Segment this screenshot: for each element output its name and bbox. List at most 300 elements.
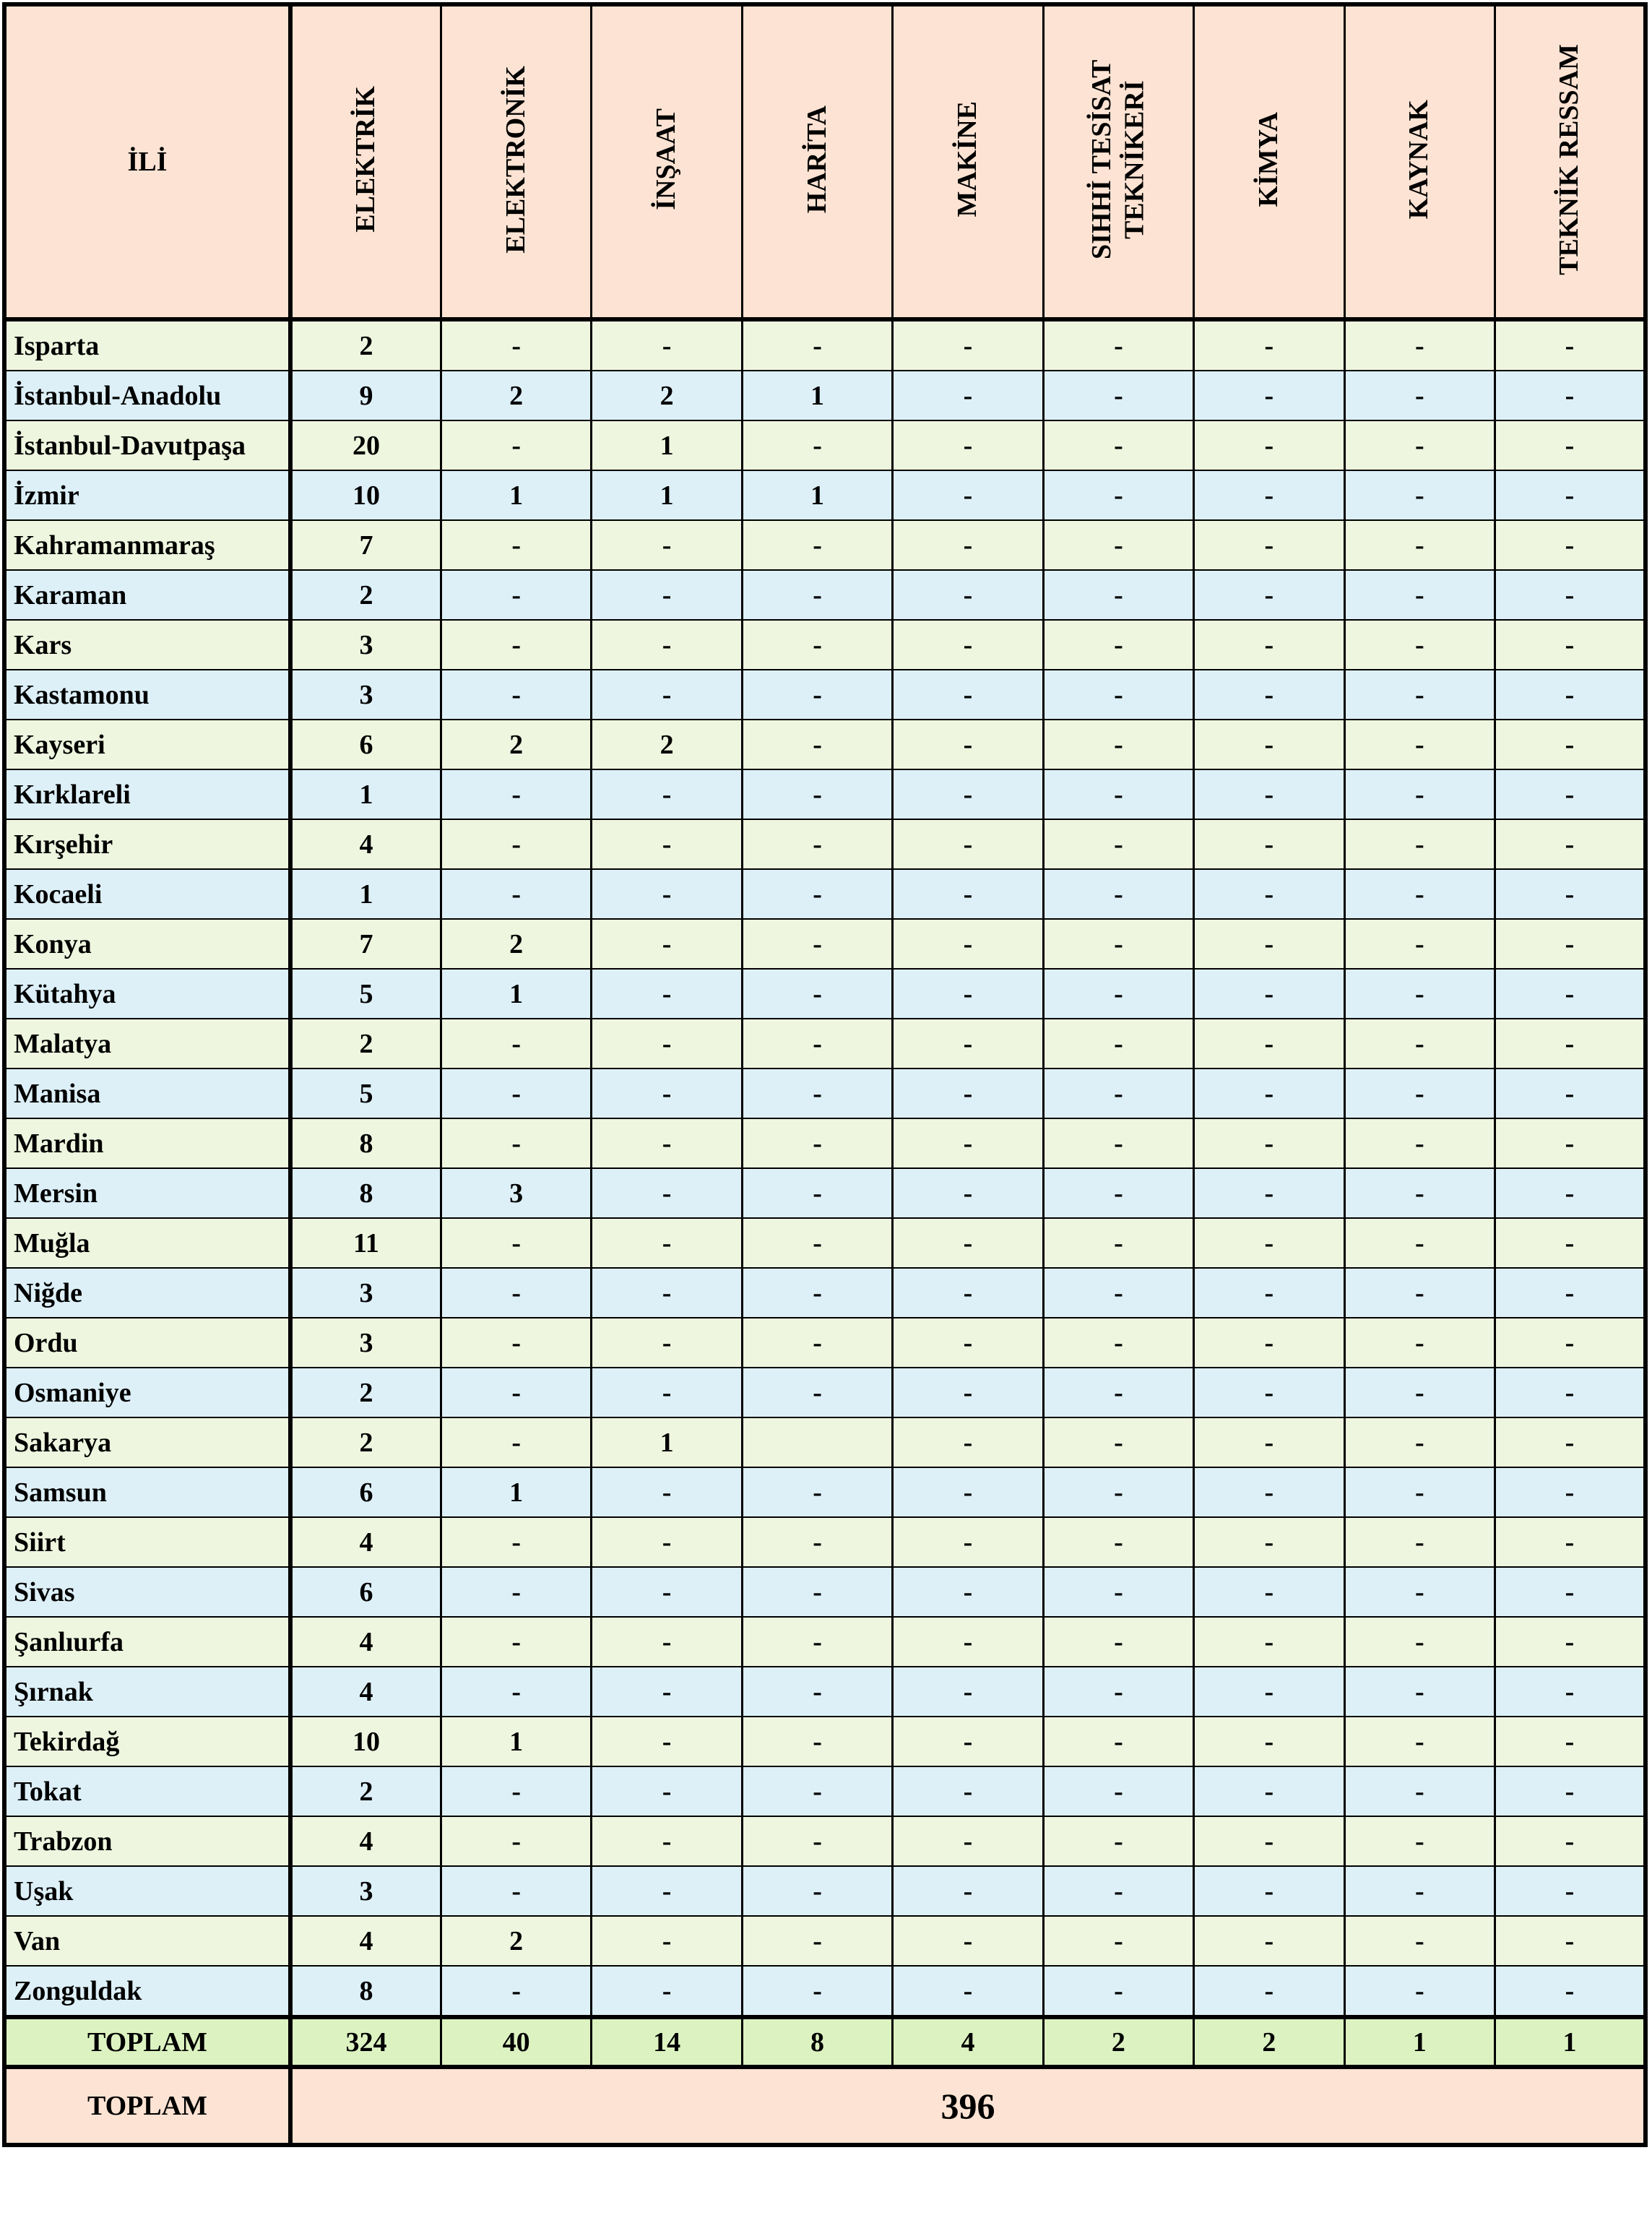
count-cell: - (1495, 470, 1646, 520)
count-cell: - (592, 620, 742, 670)
count-cell: 1 (441, 1467, 591, 1517)
count-cell: - (1495, 1417, 1646, 1467)
count-cell: - (1344, 1069, 1495, 1118)
province-cell: Osmaniye (4, 1368, 290, 1417)
subtotal-row (4, 2017, 1645, 2067)
table-row (4, 1168, 1645, 1218)
count-cell: - (441, 1318, 591, 1368)
count-cell: - (441, 1368, 591, 1417)
column-header-makine (893, 4, 1043, 319)
count-cell: 2 (290, 1766, 441, 1816)
count-cell: - (1194, 319, 1344, 371)
count-cell: - (1043, 371, 1193, 420)
count-cell: - (1194, 1617, 1344, 1667)
count-cell: - (893, 319, 1043, 371)
count-cell: 5 (290, 1069, 441, 1118)
count-cell: - (1344, 819, 1495, 869)
province-column-header-label: İLİ (127, 147, 168, 177)
count-cell: - (1194, 620, 1344, 670)
count-cell: - (1194, 1916, 1344, 1966)
column-header-sihhi-tesisat-teknikeri (1043, 4, 1193, 319)
count-cell: 2 (441, 1916, 591, 1966)
count-cell: - (1495, 1517, 1646, 1567)
province-cell: Niğde (4, 1268, 290, 1318)
count-cell: - (893, 720, 1043, 769)
table-row (4, 1766, 1645, 1816)
column-header-insaat (592, 4, 742, 319)
count-cell (742, 1417, 892, 1467)
province-cell: İstanbul-Davutpaşa (4, 420, 290, 470)
count-cell: - (893, 1816, 1043, 1866)
count-cell: - (1495, 1069, 1646, 1118)
count-cell: - (592, 919, 742, 969)
count-cell: - (1194, 819, 1344, 869)
subtotal-value: 8 (742, 2017, 892, 2067)
subtotal-value: 2 (1194, 2017, 1344, 2067)
count-cell: - (592, 1467, 742, 1517)
count-cell: - (893, 1118, 1043, 1168)
column-header-label: ELEKTRONİK (500, 65, 531, 254)
table-row (4, 1866, 1645, 1916)
count-cell: - (742, 1866, 892, 1916)
column-header-label: KİMYA (1253, 111, 1284, 207)
header-row (4, 4, 1645, 319)
table-row (4, 869, 1645, 919)
province-cell: Siirt (4, 1517, 290, 1567)
count-cell: - (893, 1617, 1043, 1667)
count-cell: - (592, 570, 742, 620)
count-cell: - (1194, 1517, 1344, 1567)
count-cell: - (1194, 420, 1344, 470)
count-cell: - (1344, 769, 1495, 819)
province-cell: Malatya (4, 1019, 290, 1069)
count-cell: - (1194, 1866, 1344, 1916)
count-cell: - (441, 319, 591, 371)
count-cell: 2 (592, 720, 742, 769)
table-row (4, 1069, 1645, 1118)
count-cell: 1 (742, 470, 892, 520)
count-cell: 2 (290, 1019, 441, 1069)
count-cell: - (1043, 869, 1193, 919)
count-cell: - (893, 1368, 1043, 1417)
count-cell: 9 (290, 371, 441, 420)
count-cell: - (1344, 1368, 1495, 1417)
column-header-harita (742, 4, 892, 319)
count-cell: - (893, 1218, 1043, 1268)
count-cell: - (742, 1168, 892, 1218)
count-cell: - (1194, 869, 1344, 919)
count-cell: - (1495, 319, 1646, 371)
count-cell: - (1344, 1766, 1495, 1816)
count-cell: - (1495, 670, 1646, 720)
province-cell: Samsun (4, 1467, 290, 1517)
count-cell: 4 (290, 819, 441, 869)
province-cell: Kütahya (4, 969, 290, 1019)
totals-section (4, 2017, 1645, 2145)
count-cell: - (592, 1966, 742, 2017)
count-cell: - (742, 1118, 892, 1168)
count-cell: 3 (290, 1318, 441, 1368)
count-cell: - (1194, 570, 1344, 620)
count-cell: - (893, 769, 1043, 819)
count-cell: - (1344, 720, 1495, 769)
count-cell: - (1043, 1318, 1193, 1368)
count-cell: 8 (290, 1966, 441, 2017)
count-cell: - (742, 1766, 892, 1816)
province-cell: Karaman (4, 570, 290, 620)
count-cell: - (1043, 1766, 1193, 1816)
count-cell: - (1344, 1218, 1495, 1268)
count-cell: - (1194, 1069, 1344, 1118)
count-cell: - (1043, 969, 1193, 1019)
count-cell: - (1344, 1168, 1495, 1218)
count-cell: - (1043, 1268, 1193, 1318)
count-cell: - (742, 1667, 892, 1717)
table-row (4, 1667, 1645, 1717)
count-cell: - (592, 869, 742, 919)
column-header-teknik-ressam (1495, 4, 1646, 319)
count-cell: - (441, 1118, 591, 1168)
count-cell: 2 (441, 371, 591, 420)
province-cell: Zonguldak (4, 1966, 290, 2017)
count-cell: 4 (290, 1816, 441, 1866)
count-cell: - (1495, 919, 1646, 969)
count-cell: - (1043, 1218, 1193, 1268)
count-cell: 2 (290, 319, 441, 371)
count-cell: - (1344, 1417, 1495, 1467)
province-cell: Tokat (4, 1766, 290, 1816)
count-cell: - (893, 819, 1043, 869)
table-row (4, 1318, 1645, 1368)
count-cell: - (1495, 1866, 1646, 1916)
column-header-label: SIHHİ TESİSAT TEKNİKERİ (1086, 59, 1150, 259)
province-cell: Van (4, 1916, 290, 1966)
count-cell: - (1043, 470, 1193, 520)
count-cell: - (1495, 420, 1646, 470)
count-cell: - (1194, 1816, 1344, 1866)
count-cell: - (1495, 1717, 1646, 1766)
count-cell: 5 (290, 969, 441, 1019)
count-cell: 7 (290, 919, 441, 969)
subtotal-value: 2 (1043, 2017, 1193, 2067)
count-cell: - (1194, 1368, 1344, 1417)
province-cell: İzmir (4, 470, 290, 520)
count-cell: - (1194, 1218, 1344, 1268)
count-cell: - (592, 520, 742, 570)
column-header-kaynak (1344, 4, 1495, 319)
subtotal-value: 14 (592, 2017, 742, 2067)
count-cell: - (441, 1866, 591, 1916)
count-cell: - (893, 570, 1043, 620)
count-cell: - (1043, 1866, 1193, 1916)
province-cell: Kocaeli (4, 869, 290, 919)
count-cell: - (1495, 1318, 1646, 1368)
count-cell: - (1194, 670, 1344, 720)
count-cell: - (1344, 1916, 1495, 1966)
count-cell: - (893, 1268, 1043, 1318)
count-cell: 2 (441, 720, 591, 769)
count-cell: 3 (441, 1168, 591, 1218)
count-cell: - (893, 919, 1043, 969)
province-cell: Mardin (4, 1118, 290, 1168)
count-cell: - (1194, 1268, 1344, 1318)
count-cell: - (893, 1417, 1043, 1467)
table-row (4, 1218, 1645, 1268)
count-cell: - (592, 1118, 742, 1168)
count-cell: - (742, 1218, 892, 1268)
province-cell: Şanlıurfa (4, 1617, 290, 1667)
count-cell: - (1495, 1368, 1646, 1417)
count-cell: - (742, 869, 892, 919)
count-cell: - (1194, 1168, 1344, 1218)
count-cell: - (742, 819, 892, 869)
count-cell: - (893, 1019, 1043, 1069)
count-cell: 1 (290, 869, 441, 919)
count-cell: - (592, 670, 742, 720)
count-cell: - (592, 1218, 742, 1268)
count-cell: - (1344, 570, 1495, 620)
count-cell: - (1043, 819, 1193, 869)
count-cell: - (1495, 1567, 1646, 1617)
count-cell: - (893, 1517, 1043, 1567)
count-cell: - (441, 819, 591, 869)
count-cell: - (1043, 1467, 1193, 1517)
count-cell: 4 (290, 1667, 441, 1717)
count-cell: - (441, 1617, 591, 1667)
count-cell: - (893, 1318, 1043, 1368)
count-cell: - (1043, 1966, 1193, 2017)
province-cell: İstanbul-Anadolu (4, 371, 290, 420)
count-cell: 4 (290, 1517, 441, 1567)
count-cell: - (1344, 1019, 1495, 1069)
count-cell: - (742, 1966, 892, 2017)
count-cell: 1 (441, 470, 591, 520)
count-cell: - (1495, 1168, 1646, 1218)
count-cell: - (441, 570, 591, 620)
count-cell: - (1344, 420, 1495, 470)
column-header-kimya (1194, 4, 1344, 319)
count-cell: - (441, 1268, 591, 1318)
count-cell: - (1043, 1368, 1193, 1417)
table-row (4, 1268, 1645, 1318)
count-cell: - (1194, 1766, 1344, 1816)
table-row (4, 1417, 1645, 1467)
count-cell: 2 (441, 919, 591, 969)
count-cell: 8 (290, 1168, 441, 1218)
count-cell: - (742, 1717, 892, 1766)
count-cell: - (893, 620, 1043, 670)
count-cell: - (742, 420, 892, 470)
count-cell: 3 (290, 1268, 441, 1318)
count-cell: - (1194, 1717, 1344, 1766)
count-cell: - (1043, 670, 1193, 720)
count-cell: - (742, 720, 892, 769)
count-cell: 8 (290, 1118, 441, 1168)
count-cell: - (1495, 520, 1646, 570)
count-cell: - (1495, 1916, 1646, 1966)
count-cell: - (1043, 319, 1193, 371)
count-cell: 2 (290, 570, 441, 620)
table-row (4, 1118, 1645, 1168)
count-cell: 1 (592, 1417, 742, 1467)
count-cell: 1 (441, 969, 591, 1019)
count-cell: - (1495, 1118, 1646, 1168)
count-cell: - (742, 670, 892, 720)
count-cell: - (893, 1717, 1043, 1766)
count-cell: - (1344, 1966, 1495, 2017)
count-cell: - (441, 1766, 591, 1816)
count-cell: - (742, 1069, 892, 1118)
count-cell: - (1344, 1866, 1495, 1916)
table-row (4, 1467, 1645, 1517)
count-cell: - (1043, 1667, 1193, 1717)
count-cell: - (592, 819, 742, 869)
count-cell: - (441, 769, 591, 819)
count-cell: - (1194, 1567, 1344, 1617)
count-cell: - (592, 1318, 742, 1368)
count-cell: 3 (290, 670, 441, 720)
count-cell: - (1043, 620, 1193, 670)
count-cell: - (1344, 1118, 1495, 1168)
province-cell: Sakarya (4, 1417, 290, 1467)
count-cell: - (592, 1368, 742, 1417)
count-cell: - (1043, 1916, 1193, 1966)
count-cell: - (1194, 470, 1344, 520)
count-cell: - (1043, 1816, 1193, 1866)
count-cell: - (441, 520, 591, 570)
count-cell: - (592, 1667, 742, 1717)
count-cell: - (441, 1069, 591, 1118)
count-cell: - (441, 869, 591, 919)
table-row (4, 969, 1645, 1019)
count-cell: - (1043, 1417, 1193, 1467)
count-cell: - (1344, 919, 1495, 969)
table-row (4, 1567, 1645, 1617)
count-cell: - (1043, 1069, 1193, 1118)
table-row (4, 1966, 1645, 2017)
count-cell: - (441, 420, 591, 470)
subtotal-value: 4 (893, 2017, 1043, 2067)
count-cell: - (441, 1417, 591, 1467)
count-cell: - (1194, 1417, 1344, 1467)
count-cell: - (742, 1916, 892, 1966)
count-cell: - (1495, 1218, 1646, 1268)
count-cell: - (1043, 1717, 1193, 1766)
count-cell: - (893, 1766, 1043, 1816)
table-row (4, 1816, 1645, 1866)
count-cell: - (742, 1368, 892, 1417)
province-cell: Sivas (4, 1567, 290, 1617)
province-cell: Mersin (4, 1168, 290, 1218)
table-row (4, 670, 1645, 720)
count-cell: - (893, 1467, 1043, 1517)
column-header-label: İNŞAAT (651, 108, 682, 210)
count-cell: - (441, 1816, 591, 1866)
count-cell: - (1344, 620, 1495, 670)
table-row (4, 1916, 1645, 1966)
count-cell: - (592, 1717, 742, 1766)
count-cell: - (1043, 1168, 1193, 1218)
grand-total-label: TOPLAM (4, 2067, 290, 2145)
count-cell: - (1344, 319, 1495, 371)
count-cell: 1 (441, 1717, 591, 1766)
count-cell: - (1194, 371, 1344, 420)
table-row (4, 1717, 1645, 1766)
column-header-label: ELEKTRİK (350, 86, 381, 233)
count-cell: 3 (290, 620, 441, 670)
count-cell: - (742, 1268, 892, 1318)
count-cell: - (1495, 1019, 1646, 1069)
count-cell: 2 (290, 1417, 441, 1467)
table-row (4, 620, 1645, 670)
province-cell: Kırşehir (4, 819, 290, 869)
count-cell: - (893, 869, 1043, 919)
count-cell: - (893, 420, 1043, 470)
count-cell: 1 (592, 470, 742, 520)
subtotal-value: 1 (1344, 2017, 1495, 2067)
province-cell: Kırklareli (4, 769, 290, 819)
count-cell: - (742, 969, 892, 1019)
count-cell: - (441, 1019, 591, 1069)
count-cell: - (441, 620, 591, 670)
count-cell: - (1194, 1467, 1344, 1517)
count-cell: - (893, 520, 1043, 570)
count-cell: - (592, 1268, 742, 1318)
count-cell: - (893, 1966, 1043, 2017)
column-header-label: HARİTA (801, 105, 832, 214)
count-cell: - (592, 769, 742, 819)
count-cell: - (1043, 1517, 1193, 1567)
count-cell: - (1495, 1966, 1646, 2017)
subtotal-value: 1 (1495, 2017, 1646, 2067)
table-row (4, 1019, 1645, 1069)
count-cell: - (1043, 420, 1193, 470)
count-cell: - (1495, 570, 1646, 620)
count-cell: 1 (742, 371, 892, 420)
count-cell: - (1043, 769, 1193, 819)
count-cell: - (592, 1816, 742, 1866)
count-cell: - (893, 371, 1043, 420)
count-cell: - (592, 1617, 742, 1667)
count-cell: - (1194, 1318, 1344, 1368)
province-cell: Muğla (4, 1218, 290, 1268)
count-cell: 10 (290, 1717, 441, 1766)
count-cell: - (893, 1667, 1043, 1717)
count-cell: - (893, 470, 1043, 520)
table-row (4, 819, 1645, 869)
count-cell: - (441, 1567, 591, 1617)
count-cell: 7 (290, 520, 441, 570)
count-cell: - (893, 1916, 1043, 1966)
count-cell: - (1344, 1467, 1495, 1517)
count-cell: - (1495, 1816, 1646, 1866)
count-cell: - (441, 1966, 591, 2017)
count-cell: - (1344, 1667, 1495, 1717)
table-body (4, 319, 1645, 2017)
count-cell: - (1344, 1617, 1495, 1667)
count-cell: - (893, 1069, 1043, 1118)
count-cell: - (1344, 520, 1495, 570)
count-cell: - (441, 1667, 591, 1717)
grand-total-row (4, 2067, 1645, 2145)
count-cell: - (1344, 969, 1495, 1019)
count-cell: - (742, 919, 892, 969)
province-column-header (4, 4, 290, 319)
province-cell: Ordu (4, 1318, 290, 1368)
table-row (4, 570, 1645, 620)
count-cell: - (1495, 1766, 1646, 1816)
count-cell: - (742, 1567, 892, 1617)
